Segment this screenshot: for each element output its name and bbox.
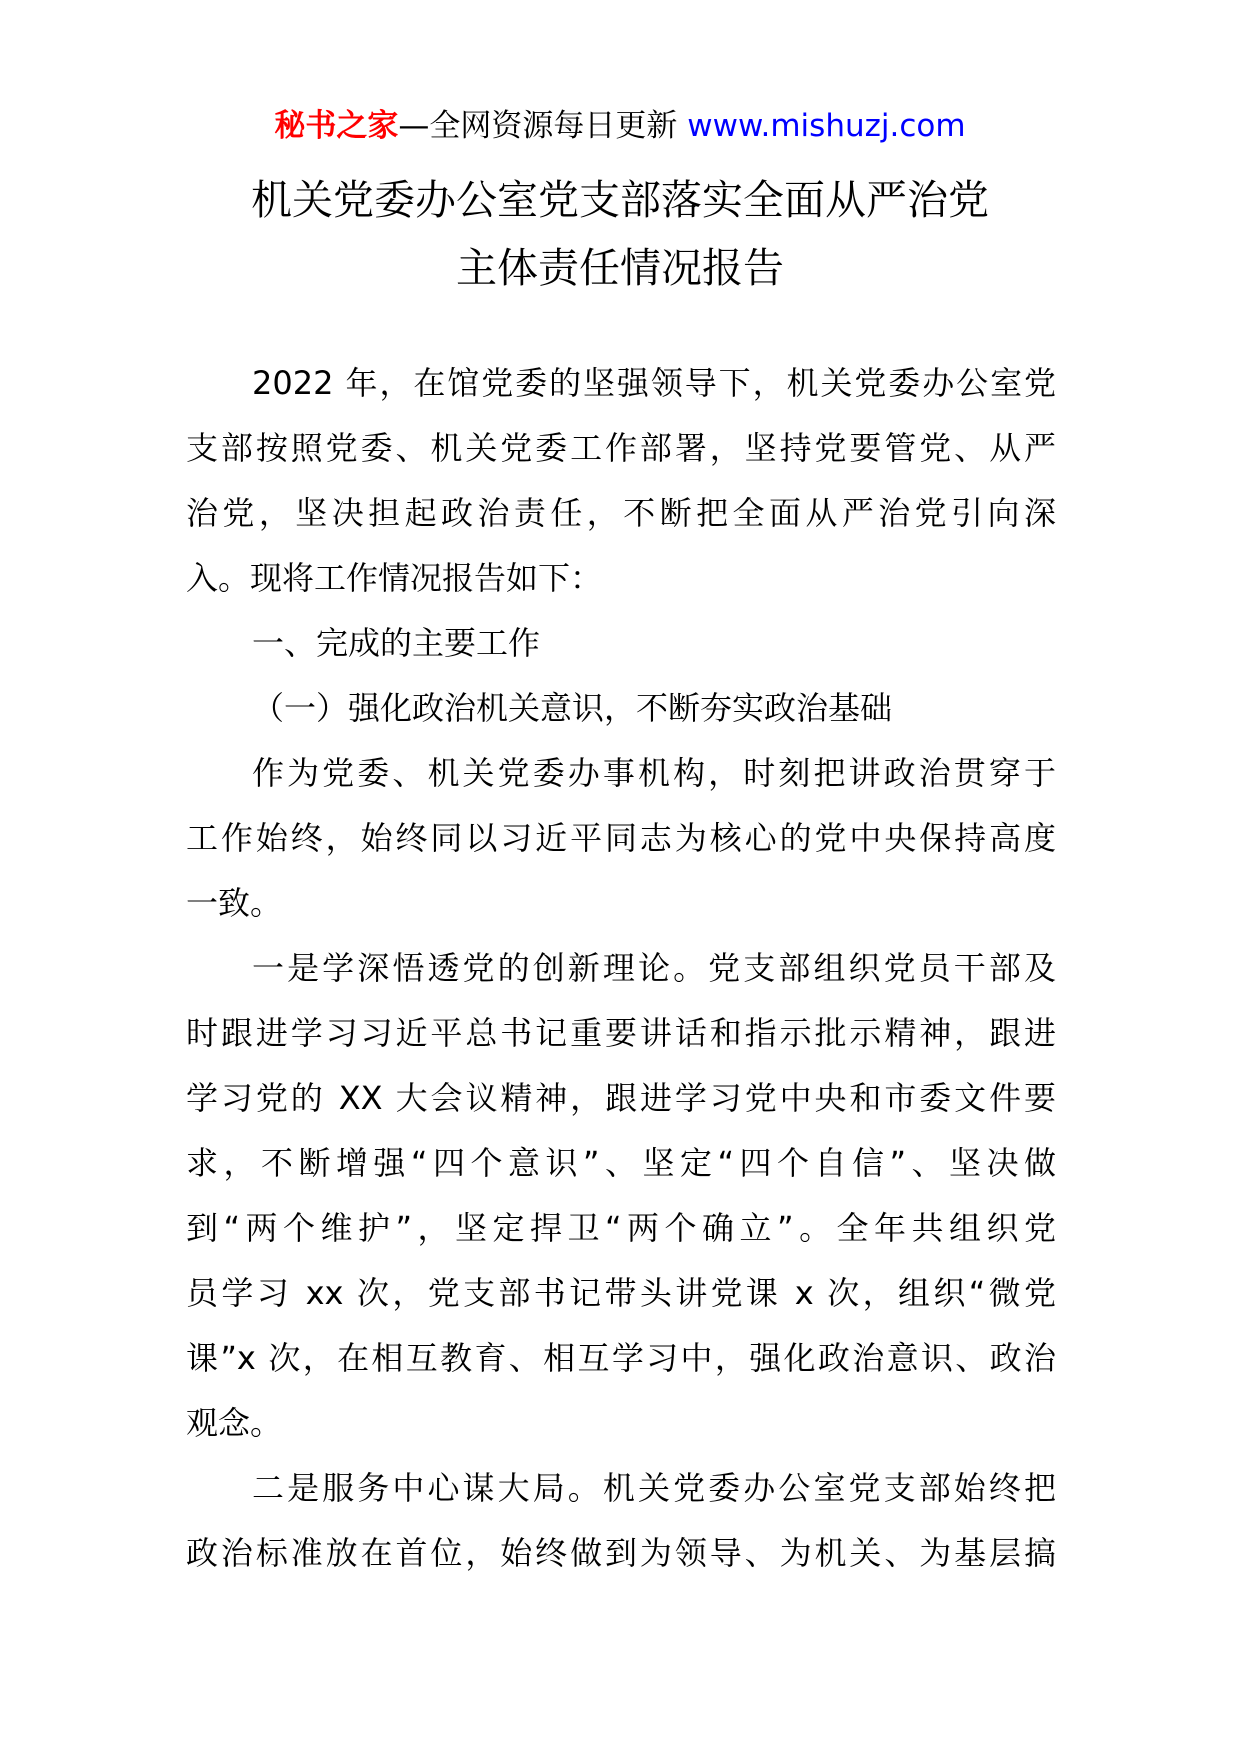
body-line: 政治标准放在首位，始终做到为领导、为机关、为基层搞 — [186, 1534, 1056, 1572]
section-heading: 一、完成的主要工作 — [252, 624, 541, 662]
site-url[interactable]: www.mishuzj.com — [687, 108, 966, 144]
body-line: 作为党委、机关党委办事机构，时刻把讲政治贯穿于 — [252, 754, 1056, 792]
body-line: 观念。 — [186, 1404, 283, 1442]
body-line: 2022 年，在馆党委的坚强领导下，机关党委办公室党 — [252, 364, 1056, 402]
body-line: 入。现将工作情况报告如下： — [186, 559, 603, 597]
body-line: 治党，坚决担起政治责任，不断把全面从严治党引向深 — [186, 494, 1056, 532]
body-line: 员学习 xx 次，党支部书记带头讲党课 x 次，组织“微党 — [186, 1274, 1056, 1312]
title-line-2: 主体责任情况报告 — [456, 244, 784, 292]
title-line-1: 机关党委办公室党支部落实全面从严治党 — [251, 176, 989, 224]
body-line: 求，不断增强“四个意识”、坚定“四个自信”、坚决做 — [186, 1144, 1056, 1182]
watermark-header — [0, 104, 1240, 148]
body-line: 二是服务中心谋大局。机关党委办公室党支部始终把 — [252, 1469, 1056, 1507]
header-tagline: —全网资源每日更新 — [398, 108, 688, 144]
body-line: 课”x 次，在相互教育、相互学习中，强化政治意识、政治 — [186, 1339, 1056, 1377]
document-title — [150, 166, 1090, 302]
body-line: 支部按照党委、机关党委工作部署，坚持党要管党、从严 — [186, 429, 1056, 467]
body-line: 时跟进学习习近平总书记重要讲话和指示批示精神，跟进 — [186, 1014, 1056, 1052]
body-line: 学习党的 XX 大会议精神，跟进学习党中央和市委文件要 — [186, 1079, 1056, 1117]
body-line: 一是学深悟透党的创新理论。党支部组织党员干部及 — [252, 949, 1056, 987]
document-body — [186, 351, 1056, 1586]
brand-name: 秘书之家 — [274, 108, 399, 144]
body-line: 一致。 — [186, 884, 283, 922]
body-line: 到“两个维护”，坚定捍卫“两个确立”。全年共组织党 — [186, 1209, 1056, 1247]
body-line: 工作始终，始终同以习近平同志为核心的党中央保持高度 — [186, 819, 1056, 857]
subsection-heading: （一）强化政治机关意识，不断夯实政治基础 — [252, 689, 893, 727]
